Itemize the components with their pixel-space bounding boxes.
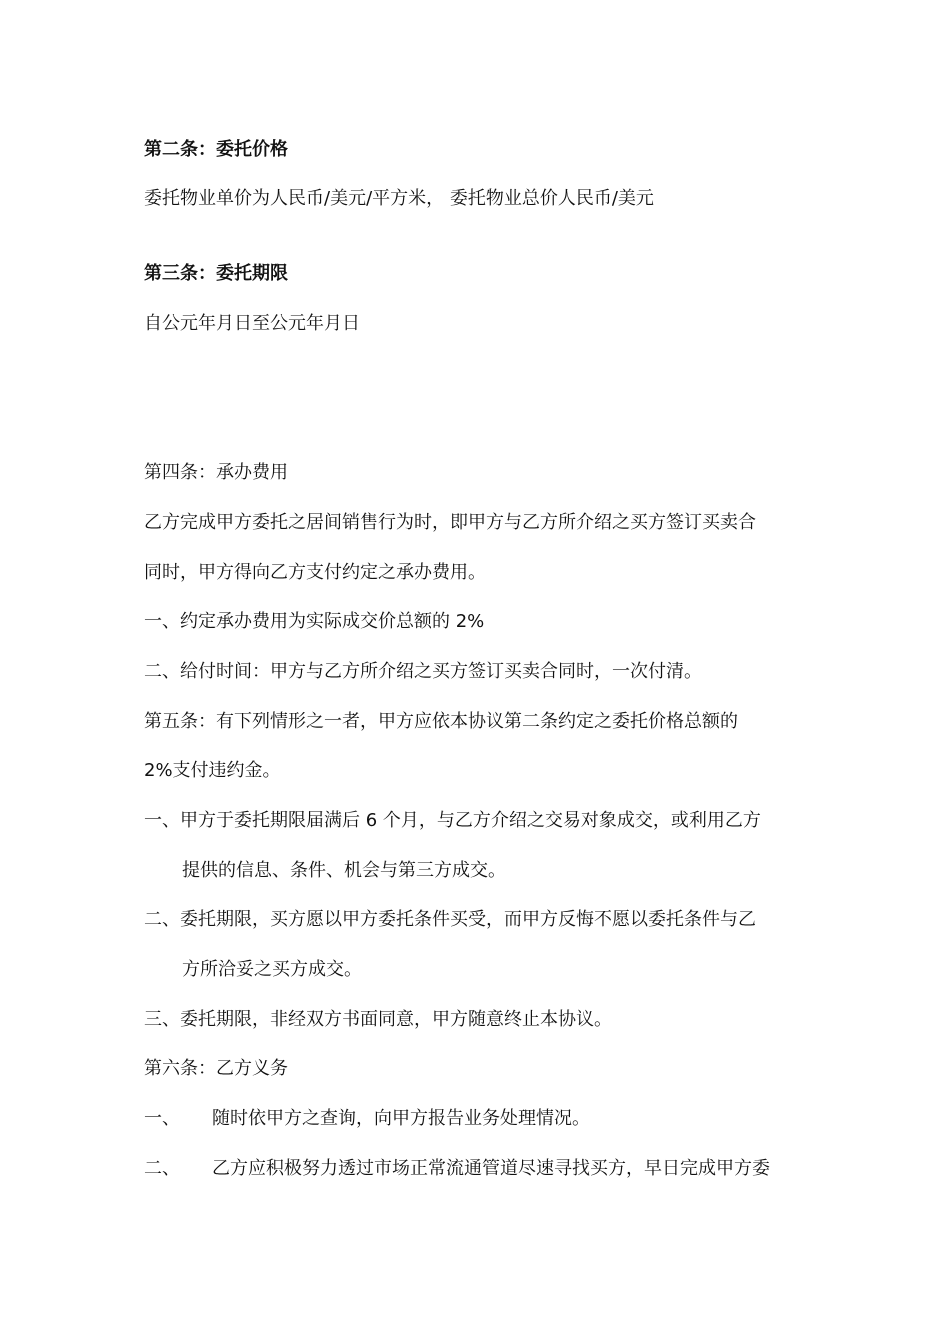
article3-body: 自公元年月日至公元年月日 (144, 313, 360, 334)
article6-item2-text: 乙方应积极努力透过市场正常流通管道尽速寻找买方，早日完成甲方委 (212, 1158, 770, 1179)
article2-heading: 第二条：委托价格 (144, 139, 288, 160)
article4-body-line1: 乙方完成甲方委托之居间销售行为时，即甲方与乙方所介绍之买方签订买卖合 (144, 512, 756, 533)
article5-item3: 三、委托期限，非经双方书面同意，甲方随意终止本协议。 (144, 1009, 612, 1030)
article6-item1-text: 随时依甲方之查询，向甲方报告业务处理情况。 (212, 1108, 590, 1129)
article3-heading: 第三条：委托期限 (144, 263, 288, 284)
article4-item2: 二、给付时间：甲方与乙方所介绍之买方签订买卖合同时，一次付清。 (144, 661, 702, 682)
article6-item2-number: 二、 (144, 1158, 180, 1179)
article6-heading: 第六条：乙方义务 (144, 1058, 288, 1079)
article4-heading: 第四条：承办费用 (144, 462, 288, 483)
article6-item1-number: 一、 (144, 1108, 180, 1129)
article6-item2 (144, 1157, 890, 1181)
article5-item1-line1: 一、甲方于委托期限届满后 6 个月，与乙方介绍之交易对象成交，或利用乙方 (144, 810, 761, 831)
article5-item2-line1: 二、委托期限，买方愿以甲方委托条件买受，而甲方反悔不愿以委托条件与乙 (144, 909, 756, 930)
article5-item2-line2: 方所洽妥之买方成交。 (182, 959, 362, 980)
article2-body: 委托物业单价为人民币/美元/平方米， 委托物业总价人民币/美元 (144, 188, 654, 209)
article5-heading-line2: 2%支付违约金。 (144, 760, 281, 781)
article4-item1: 一、约定承办费用为实际成交价总额的 2% (144, 611, 485, 632)
article6-item1 (144, 1107, 890, 1131)
article4-body-line2: 同时，甲方得向乙方支付约定之承办费用。 (144, 562, 486, 583)
article5-heading-line1: 第五条：有下列情形之一者，甲方应依本协议第二条约定之委托价格总额的 (144, 711, 738, 732)
article5-item1-line2: 提供的信息、条件、机会与第三方成交。 (182, 860, 506, 881)
